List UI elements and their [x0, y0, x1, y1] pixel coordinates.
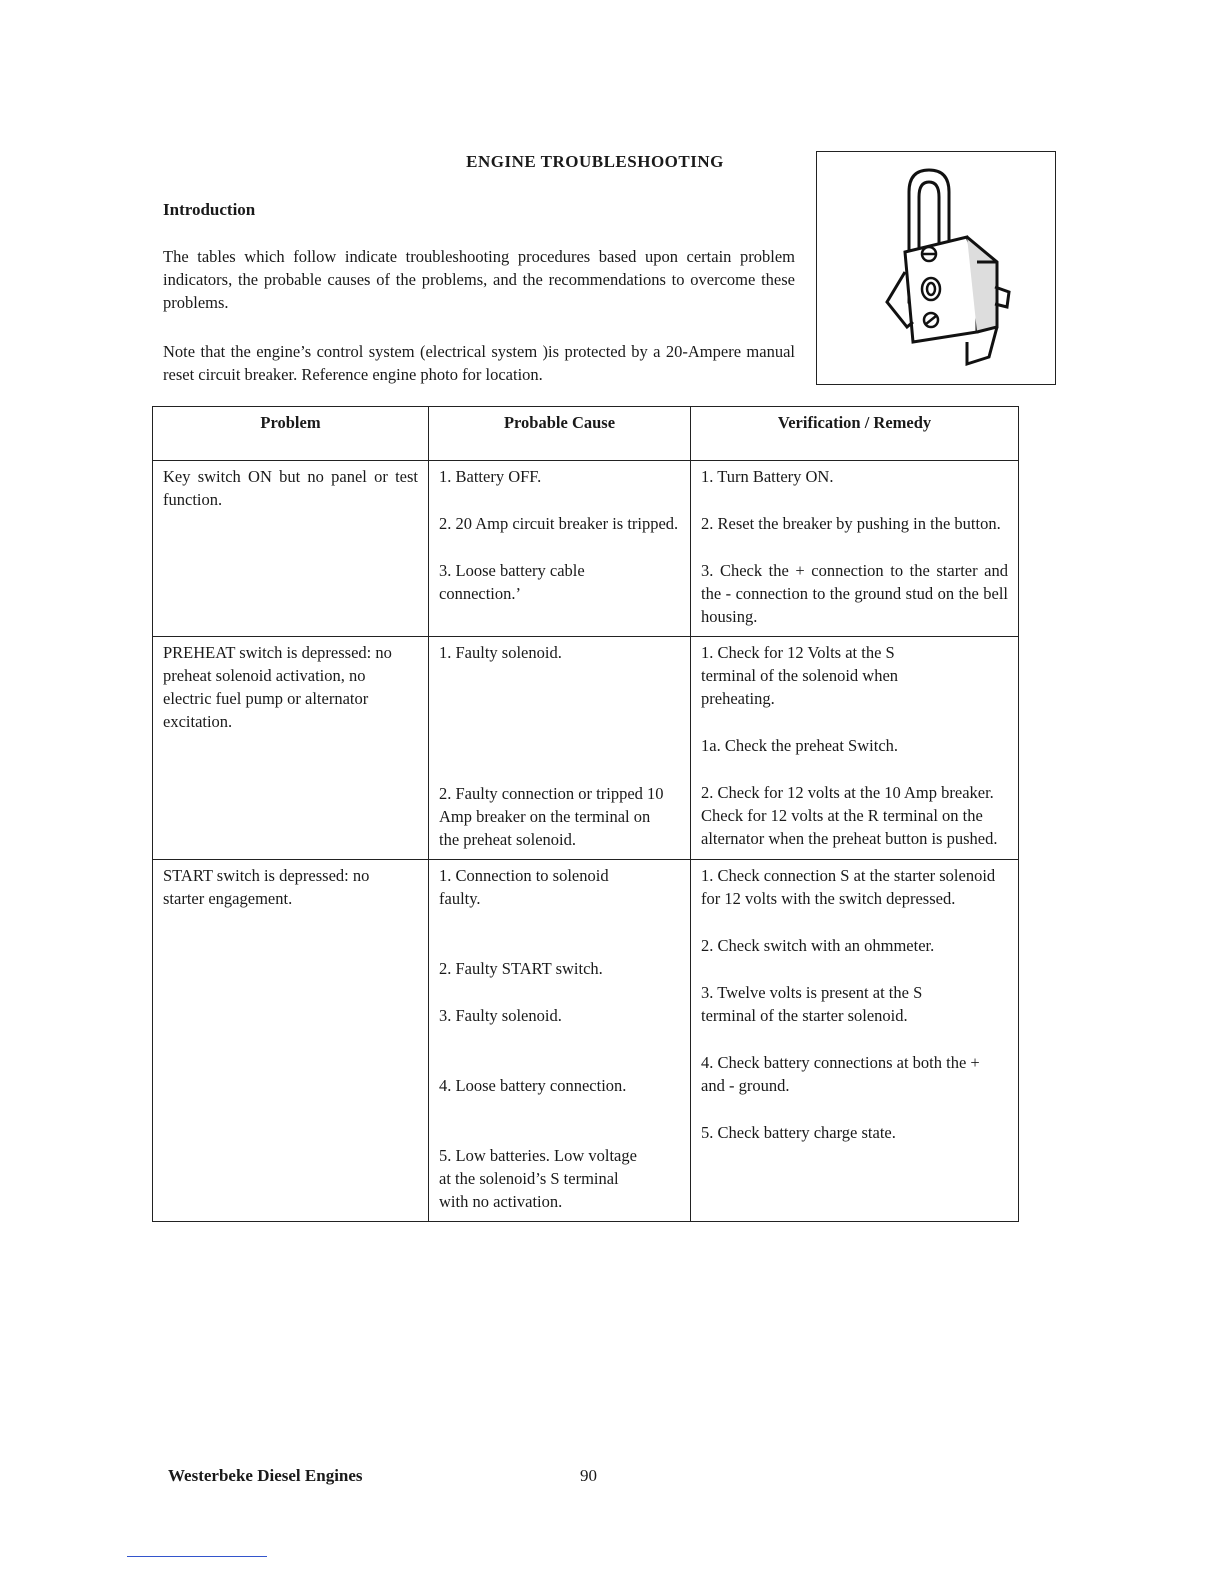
remedy-item: 2. Check for 12 volts at the 10 Amp breaker. Check for 12 volts at the R terminal on the alternator when the preheat button is pushed. — [701, 783, 998, 848]
troubleshooting-table — [152, 406, 1019, 1222]
remedy-item: 2. Check switch with an ohmmeter. — [701, 936, 935, 955]
table-row — [153, 637, 1019, 860]
page-number: 90 — [580, 1466, 597, 1485]
problem-text: Key switch ON but no panel or test function. — [163, 467, 418, 509]
remedy-cell — [691, 461, 1019, 637]
remedy-item: 3. Twelve volts is present at the S terminal of the starter solenoid. — [701, 983, 923, 1025]
footer-brand: Westerbeke Diesel Engines — [168, 1466, 363, 1485]
cause-item: 1. Faulty solenoid. — [439, 643, 562, 662]
remedy-item: 1. Turn Battery ON. — [701, 467, 834, 486]
cause-item: 2. Faulty connection or tripped 10 Amp breaker on the terminal on the preheat solenoid. — [439, 784, 664, 849]
remedy-item: 5. Check battery charge state. — [701, 1123, 896, 1142]
table-header-row — [153, 407, 1019, 461]
remedy-item: 4. Check battery connections at both the + and - ground. — [701, 1053, 980, 1095]
column-header-problem: Problem — [153, 407, 429, 461]
remedy-cell — [691, 860, 1019, 1222]
remedy-item: 1. Check connection S at the starter solenoid for 12 volts with the switch depressed. — [701, 866, 996, 908]
remedy-item: 2. Reset the breaker by pushing in the button. — [701, 514, 1001, 533]
remedy-item: 1. Check for 12 Volts at the S terminal of the solenoid when preheating. — [701, 643, 899, 708]
table-row — [153, 461, 1019, 637]
footer-rule — [127, 1556, 267, 1557]
intro-paragraph-2: Note that the engine’s control system (electrical system )is protected by a 20-Ampere manual reset circuit breaker. Reference engine photo for location. — [163, 342, 795, 384]
problem-cell — [153, 461, 429, 637]
remedy-item: 3. Check the + connection to the starter and the - connection to the ground stud on the bell housing. — [701, 561, 1008, 626]
column-header-verification-remedy: Verification / Remedy — [691, 407, 1019, 461]
remedy-cell — [691, 637, 1019, 860]
problem-cell — [153, 860, 429, 1222]
circuit-breaker-photo — [816, 151, 1056, 385]
cause-item: 5. Low batteries. Low voltage at the solenoid’s S terminal with no activation. — [439, 1146, 637, 1211]
cause-cell — [429, 860, 691, 1222]
table-row — [153, 860, 1019, 1222]
column-header-probable-cause: Probable Cause — [429, 407, 691, 461]
cause-item: 1. Connection to solenoid faulty. — [439, 866, 609, 908]
cause-cell — [429, 637, 691, 860]
remedy-item: 1a. Check the preheat Switch. — [701, 736, 899, 755]
cause-item: 2. Faulty START switch. — [439, 959, 603, 978]
page-title: ENGINE TROUBLESHOOTING — [466, 152, 724, 171]
cause-cell — [429, 461, 691, 637]
cause-item: 3. Faulty solenoid. — [439, 1006, 562, 1025]
cause-item: 1. Battery OFF. — [439, 467, 542, 486]
intro-paragraph-1: The tables which follow indicate troubleshooting procedures based upon certain problem indicators, the probable causes of the problems, and the recommendations to overcome these problems. — [163, 247, 795, 312]
cause-item: 2. 20 Amp circuit breaker is tripped. — [439, 514, 679, 533]
cause-item: 3. Loose battery cable connection.’ — [439, 561, 585, 603]
problem-text: START switch is depressed: no starter engagement. — [163, 866, 370, 908]
problem-cell — [153, 637, 429, 860]
section-heading-introduction: Introduction — [163, 200, 256, 219]
circuit-breaker-illustration — [817, 152, 1057, 386]
problem-text: PREHEAT switch is depressed: no preheat solenoid activation, no electric fuel pump or alternator excitation. — [163, 643, 392, 731]
cause-item: 4. Loose battery connection. — [439, 1076, 627, 1095]
